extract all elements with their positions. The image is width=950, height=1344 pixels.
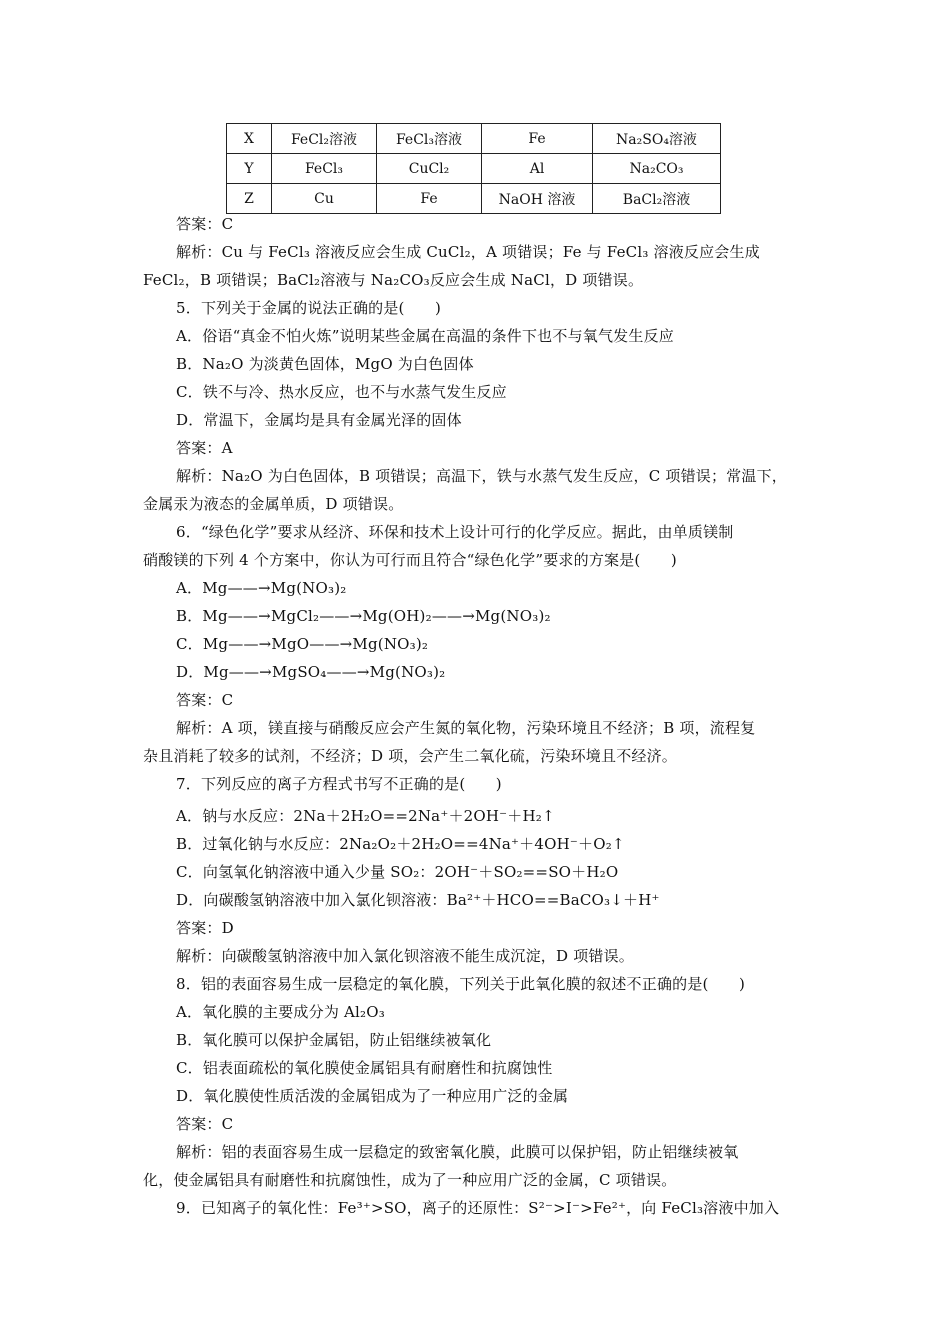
option-line: A．俗语“真金不怕火炼”说明某些金属在高温的条件下也不与氧气发生反应 <box>176 327 674 345</box>
option-line: B．氧化膜可以保护金属铝，防止铝继续被氧化 <box>176 1031 492 1049</box>
table-cell: NaOH 溶液 <box>482 184 593 214</box>
table-cell: Fe <box>482 124 593 154</box>
option-line: A．氧化膜的主要成分为 Al₂O₃ <box>176 1003 385 1021</box>
explanation-line: 杂且消耗了较多的试剂，不经济；D 项，会产生二氧化硫，污染环境且不经济。 <box>143 747 677 765</box>
table-cell: FeCl₃ <box>272 154 377 184</box>
options-table <box>226 123 721 214</box>
option-line: D．常温下，金属均是具有金属光泽的固体 <box>176 411 462 429</box>
answer-line: 答案：A <box>176 439 233 457</box>
question-line: 8．铝的表面容易生成一层稳定的氧化膜，下列关于此氧化膜的叙述不正确的是( ) <box>176 975 746 993</box>
option-line: A．Mg——→Mg(NO₃)₂ <box>176 579 347 597</box>
question-line: 6．“绿色化学”要求从经济、环保和技术上设计可行的化学反应。据此，由单质镁制 <box>176 523 734 541</box>
table-row <box>227 184 721 214</box>
question-line: 7．下列反应的离子方程式书写不正确的是( ) <box>176 775 502 793</box>
explanation-line: 解析：Na₂O 为白色固体，B 项错误；高温下，铁与水蒸气发生反应，C 项错误；常温下， <box>176 467 787 485</box>
table-cell: Na₂SO₄溶液 <box>593 124 721 154</box>
table-row <box>227 124 721 154</box>
answer-line: 答案：C <box>176 1115 234 1133</box>
explanation-line: 解析：向碳酸氢钠溶液中加入氯化钡溶液不能生成沉淀，D 项错误。 <box>176 947 634 965</box>
option-line: C．Mg——→MgO——→Mg(NO₃)₂ <box>176 635 429 653</box>
table-cell: X <box>227 124 272 154</box>
answer-line: 答案：C <box>176 691 234 709</box>
option-line: C．向氢氧化钠溶液中通入少量 SO₂：2OH⁻＋SO₂==SO＋H₂O <box>176 863 619 881</box>
explanation-line: FeCl₂，B 项错误；BaCl₂溶液与 Na₂CO₃反应会生成 NaCl，D 项错误。 <box>143 271 644 289</box>
explanation-line: 化，使金属铝具有耐磨性和抗腐蚀性，成为了一种应用广泛的金属，C 项错误。 <box>143 1171 677 1189</box>
table-cell: CuCl₂ <box>377 154 482 184</box>
question-line: 硝酸镁的下列 4 个方案中，你认为可行而且符合“绿色化学”要求的方案是( ) <box>143 551 677 569</box>
question-line: 5．下列关于金属的说法正确的是( ) <box>176 299 442 317</box>
table-cell: Na₂CO₃ <box>593 154 721 184</box>
option-line: C．铁不与冷、热水反应，也不与水蒸气发生反应 <box>176 383 507 401</box>
table-cell: Fe <box>377 184 482 214</box>
option-line: D．氧化膜使性质活泼的金属铝成为了一种应用广泛的金属 <box>176 1087 569 1105</box>
option-line: D．向碳酸氢钠溶液中加入氯化钡溶液：Ba²⁺＋HCO==BaCO₃↓＋H⁺ <box>176 891 660 909</box>
table-cell: Al <box>482 154 593 184</box>
table-cell: BaCl₂溶液 <box>593 184 721 214</box>
table-cell: FeCl₂溶液 <box>272 124 377 154</box>
option-line: B．Na₂O 为淡黄色固体，MgO 为白色固体 <box>176 355 474 373</box>
table-cell: Y <box>227 154 272 184</box>
table-cell: FeCl₃溶液 <box>377 124 482 154</box>
explanation-line: 解析：铝的表面容易生成一层稳定的致密氧化膜，此膜可以保护铝，防止铝继续被氧 <box>176 1143 739 1161</box>
option-line: B．过氧化钠与水反应：2Na₂O₂＋2H₂O==4Na⁺＋4OH⁻＋O₂↑ <box>176 835 625 853</box>
table-cell: Z <box>227 184 272 214</box>
answer-line: 答案：C <box>176 215 234 233</box>
answer-line: 答案：D <box>176 919 234 937</box>
option-line: D．Mg——→MgSO₄——→Mg(NO₃)₂ <box>176 663 446 681</box>
explanation-line: 金属汞为液态的金属单质，D 项错误。 <box>143 495 404 513</box>
option-line: C．铝表面疏松的氧化膜使金属铝具有耐磨性和抗腐蚀性 <box>176 1059 553 1077</box>
table-cell: Cu <box>272 184 377 214</box>
table-row <box>227 154 721 184</box>
option-line: B．Mg——→MgCl₂——→Mg(OH)₂——→Mg(NO₃)₂ <box>176 607 551 625</box>
explanation-line: 解析：Cu 与 FeCl₃ 溶液反应会生成 CuCl₂，A 项错误；Fe 与 FeCl₃ 溶液反应会生成 <box>176 243 760 261</box>
explanation-line: 解析：A 项，镁直接与硝酸反应会产生氮的氧化物，污染环境且不经济；B 项，流程复 <box>176 719 756 737</box>
option-line: A．钠与水反应：2Na＋2H₂O==2Na⁺＋2OH⁻＋H₂↑ <box>176 807 555 825</box>
question-line: 9．已知离子的氧化性：Fe³⁺>SO，离子的还原性：S²⁻>I⁻>Fe²⁺，向 FeCl₃溶液中加入 <box>176 1199 780 1217</box>
